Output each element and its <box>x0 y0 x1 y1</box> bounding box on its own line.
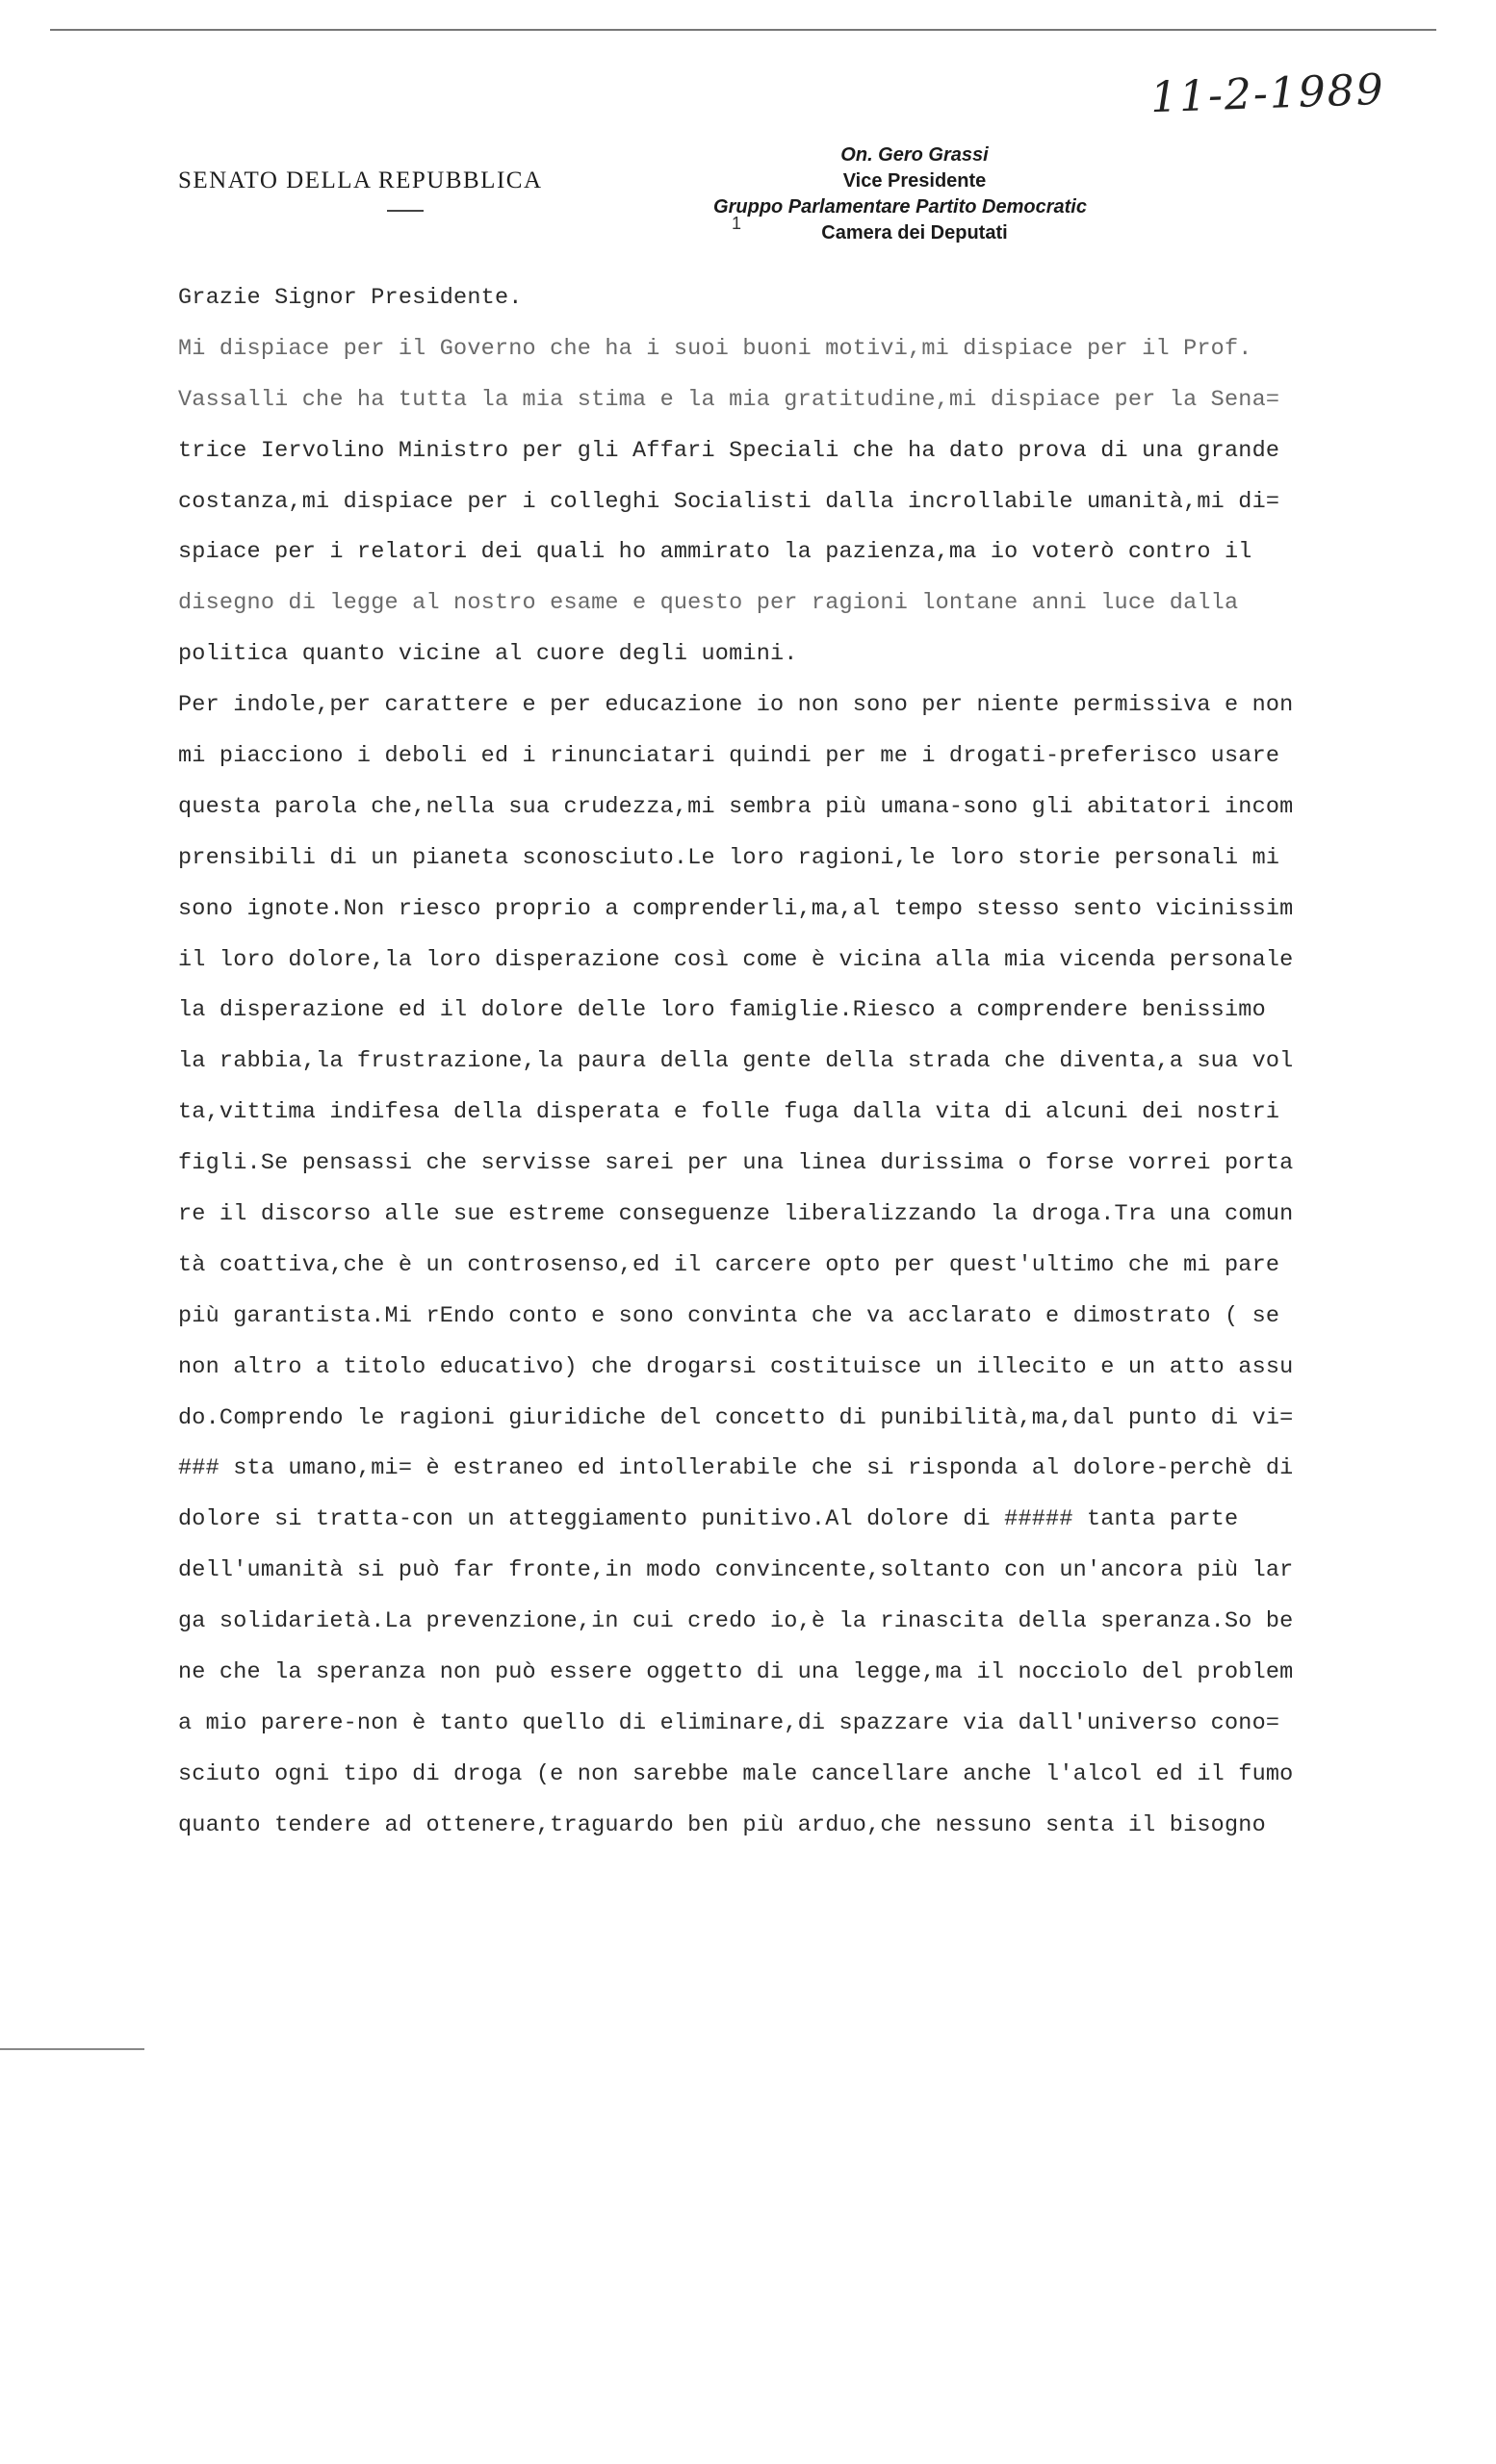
page-number: 1 <box>732 214 742 233</box>
bottom-margin-line <box>0 2048 144 2050</box>
top-border-line <box>50 29 1436 31</box>
text-line: re il discorso alle sue estreme conseguenze liberalizzando la droga.Tra una comun <box>178 1201 1294 1228</box>
text-line: tà coattiva,che è un controsenso,ed il carcere opto per quest'ultimo che mi pare <box>178 1251 1280 1278</box>
letterhead-divider <box>387 210 424 212</box>
handwritten-date: 11-2-1989 <box>1149 64 1386 123</box>
text-line: più garantista.Mi rEndo conto e sono convinta che va acclarato e dimostrato ( se <box>178 1302 1280 1329</box>
text-line: ne che la speranza non può essere oggetto di una legge,ma il nocciolo del problem <box>178 1659 1294 1686</box>
deputy-stamp <box>712 142 1117 246</box>
text-line: spiace per i relatori dei quali ho ammirato la pazienza,ma io voterò contro il <box>178 539 1252 566</box>
text-line: Mi dispiace per il Governo che ha i suoi buoni motivi,mi dispiace per il Prof. <box>178 335 1252 362</box>
text-line: dell'umanità si può far fronte,in modo convincente,soltanto con un'ancora più lar <box>178 1557 1294 1584</box>
text-line: sciuto ogni tipo di droga (e non sarebbe male cancellare anche l'alcol ed il fumo <box>178 1760 1294 1787</box>
text-line: la disperazione ed il dolore delle loro famiglie.Riesco a comprendere benissimo <box>178 997 1266 1024</box>
letter-body <box>178 273 1449 1852</box>
letterhead-title: SENATO DELLA REPUBBLICA <box>178 167 543 193</box>
text-line: ga solidarietà.La prevenzione,in cui credo io,è la rinascita della speranza.So be <box>178 1608 1294 1635</box>
text-line: mi piacciono i deboli ed i rinunciatari quindi per me i drogati-preferisco usare <box>178 743 1280 770</box>
text-line: do.Comprendo le ragioni giuridiche del concetto di punibilità,ma,dal punto di vi= <box>178 1404 1294 1431</box>
text-line: a mio parere-non è tanto quello di eliminare,di spazzare via dall'universo cono= <box>178 1709 1280 1736</box>
text-line: Vassalli che ha tutta la mia stima e la mia gratitudine,mi dispiace per la Sena= <box>178 386 1280 413</box>
text-line: questa parola che,nella sua crudezza,mi sembra più umana-sono gli abitatori incom <box>178 793 1294 820</box>
text-line: ta,vittima indifesa della disperata e folle fuga dalla vita di alcuni dei nostri <box>178 1099 1280 1126</box>
text-line: la rabbia,la frustrazione,la paura della gente della strada che diventa,a sua vol <box>178 1048 1294 1075</box>
text-line: costanza,mi dispiace per i colleghi Socialisti dalla incrollabile umanità,mi di= <box>178 488 1280 515</box>
text-line: il loro dolore,la loro disperazione così come è vicina alla mia vicenda personale <box>178 946 1294 973</box>
text-line: Per indole,per carattere e per educazione io non sono per niente permissiva e non <box>178 692 1294 719</box>
text-line: disegno di legge al nostro esame e questo per ragioni lontane anni luce dalla <box>178 590 1239 617</box>
stamp-role: Vice Presidente <box>842 170 987 192</box>
text-line: quanto tendere ad ottenere,traguardo ben più arduo,che nessuno senta il bisogno <box>178 1811 1266 1838</box>
text-line: trice Iervolino Ministro per gli Affari Speciali che ha dato prova di una grande <box>178 437 1280 464</box>
text-line: prensibili di un pianeta sconosciuto.Le loro ragioni,le loro storie personali mi <box>178 844 1280 871</box>
text-line: dolore si tratta-con un atteggiamento punitivo.Al dolore di ##### tanta parte <box>178 1506 1239 1533</box>
text-line: sono ignote.Non riesco proprio a comprenderli,ma,al tempo stesso sento vicinissim <box>178 895 1294 922</box>
text-line: Grazie Signor Presidente. <box>178 285 523 311</box>
stamp-name: On. Gero Grassi <box>840 144 989 166</box>
stamp-group: Gruppo Parlamentare Partito Democratic <box>713 196 1087 218</box>
text-line: figli.Se pensassi che servisse sarei per una linea durissima o forse vorrei porta <box>178 1150 1294 1177</box>
stamp-chamber: Camera dei Deputati <box>821 222 1008 244</box>
text-line: non altro a titolo educativo) che drogarsi costituisce un illecito e un atto assu <box>178 1353 1294 1380</box>
text-line: ### sta umano,mi= è estraneo ed intollerabile che si risponda al dolore-perchè di <box>178 1455 1294 1482</box>
text-line: politica quanto vicine al cuore degli uomini. <box>178 641 798 668</box>
